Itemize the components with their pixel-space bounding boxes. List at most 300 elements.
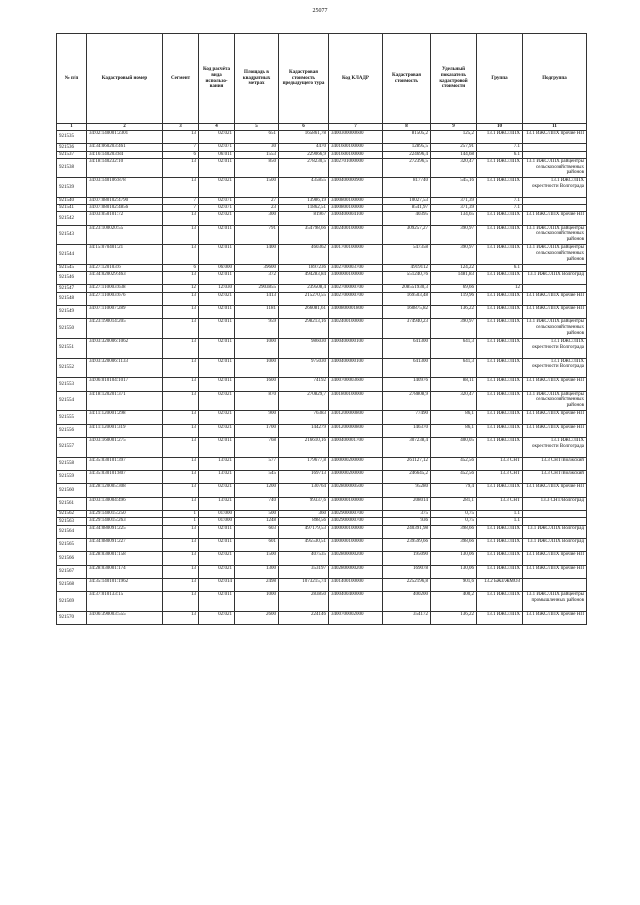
column-number: 10: [477, 124, 523, 131]
table-cell: 13:021: [199, 470, 235, 483]
table-cell: 13.1 ИЖС/ЛПХ окрестности Волгограда: [523, 178, 587, 198]
table-cell: 13.2 БЖЗ/ЖМОЗ: [477, 579, 523, 592]
table-cell: 34:34:080091:227: [87, 538, 163, 551]
table-cell: 13.1 ИЖС/ЛПХ Волгоград: [523, 525, 587, 538]
table-cell: 39600: [235, 264, 279, 271]
table-cell: 921569: [57, 592, 87, 612]
table-cell: 921560: [57, 484, 87, 497]
table-cell: 3402800000500: [329, 484, 383, 497]
table-cell: 86,1: [431, 424, 477, 437]
table-row: [57, 538, 587, 551]
column-number-row: [57, 124, 587, 131]
table-cell: 02:021: [199, 612, 235, 625]
table-cell: 1.1: [477, 518, 523, 525]
table-cell: 0,75: [431, 511, 477, 518]
table-cell: 400200: [383, 592, 431, 612]
table-cell: 02:021: [199, 411, 235, 424]
table-cell: 239599,66: [383, 538, 431, 551]
table-cell: 13: [163, 470, 199, 483]
table-cell: 7: [163, 205, 199, 212]
table-cell: 641,3: [431, 358, 477, 378]
table-cell: 3400300000600: [329, 131, 383, 144]
table-cell: 1500: [235, 552, 279, 565]
table-cell: 1: [163, 518, 199, 525]
table-cell: 921541: [57, 205, 87, 212]
table-cell: 6: [163, 151, 199, 158]
table-cell: 921552: [57, 358, 87, 378]
table-cell: 354172: [383, 612, 431, 625]
table-cell: 34:27:110003:638: [87, 285, 163, 292]
column-number: 8: [383, 124, 431, 131]
table-row: [57, 245, 587, 265]
table-cell: 390,97: [431, 319, 477, 339]
table-cell: 1248: [235, 518, 279, 525]
table-cell: 1181: [235, 306, 279, 319]
table-cell: 13: [163, 225, 199, 245]
table-cell: 10027,53: [383, 197, 431, 204]
column-header: Подгруппа: [523, 34, 587, 124]
table-row: [57, 518, 587, 525]
table-cell: 1200: [235, 484, 279, 497]
table-cell: 13986,19: [279, 197, 329, 204]
table-cell: 02:011: [199, 245, 235, 265]
table-cell: 372: [235, 272, 279, 285]
table-cell: 601: [235, 538, 279, 551]
table-cell: 4919112: [383, 264, 431, 271]
table-cell: 641,3: [431, 339, 477, 359]
table-cell: 125,2: [431, 131, 477, 144]
table-cell: [523, 264, 587, 271]
table-cell: 13.1 ИЖС/ЛПХ прочие НП: [523, 612, 587, 625]
table-cell: 13.1 ИЖС/ЛПХ: [477, 592, 523, 612]
table-cell: 74192: [279, 378, 329, 391]
table-cell: 13: [163, 131, 199, 144]
table-cell: 921564: [57, 525, 87, 538]
table-cell: 577: [235, 457, 279, 470]
table-row: [57, 391, 587, 411]
table-cell: 13.1 ИЖС/ЛПХ райцентры промышленных районов: [523, 592, 587, 612]
table-cell: 13.1 ИЖС/ЛПХ: [477, 565, 523, 578]
table-cell: 791: [235, 225, 279, 245]
table-cell: 13: [163, 306, 199, 319]
table-cell: 79,4: [431, 484, 477, 497]
table-cell: 13.1 ИЖС/ЛПХ прочие НП: [523, 411, 587, 424]
table-cell: 309257,27: [383, 225, 431, 245]
table-cell: 13.1 ИЖС/ЛПХ райцентры сельскохозяйственных районов: [523, 391, 587, 411]
table-cell: 13:021: [199, 497, 235, 510]
table-cell: 1000: [235, 358, 279, 378]
table-cell: 407535: [279, 552, 329, 565]
table-cell: 34:34:060203:461: [87, 144, 163, 151]
table-cell: 921536: [57, 144, 87, 151]
table-cell: 23: [235, 205, 279, 212]
table-cell: 8541,97: [383, 205, 431, 212]
table-cell: 34:02:140001:2301: [87, 131, 163, 144]
table-cell: 921549: [57, 306, 87, 319]
table-cell: [523, 205, 587, 212]
table-cell: 320,47: [431, 158, 477, 178]
table-cell: 13.1 ИЖС/ЛПХ прочие НП: [523, 212, 587, 225]
table-cell: 81967: [279, 212, 329, 225]
table-cell: [523, 579, 587, 592]
table-cell: 195090: [383, 552, 431, 565]
table-cell: 34:15:070401:21: [87, 245, 163, 265]
column-number: 2: [87, 124, 163, 131]
table-cell: 959: [235, 319, 279, 339]
table-cell: 975030: [279, 358, 329, 378]
table-cell: 6: [163, 264, 199, 271]
table-row: [57, 497, 587, 510]
column-header: Кадастровая стоимость: [383, 34, 431, 124]
table-cell: 88,11: [431, 378, 477, 391]
table-cell: 1700: [235, 424, 279, 437]
table-cell: 921558: [57, 457, 87, 470]
table-cell: 1.1: [477, 511, 523, 518]
table-cell: 3401600100000: [329, 144, 383, 151]
table-cell: 272396,5: [383, 158, 431, 178]
table-cell: 240391,98: [383, 525, 431, 538]
table-cell: 13.1 ИЖС/ЛПХ: [477, 378, 523, 391]
table-cell: 921563: [57, 518, 87, 525]
table-cell: 13: [163, 592, 199, 612]
table-cell: 13: [163, 378, 199, 391]
table-cell: 34:35:140101:1962: [87, 579, 163, 592]
table-cell: 13.1 ИЖС/ЛПХ: [477, 178, 523, 198]
table-cell: 34:29:140015:250: [87, 511, 163, 518]
column-number: 5: [235, 124, 279, 131]
table-row: [57, 178, 587, 198]
table-cell: 641300: [383, 358, 431, 378]
table-row: [57, 552, 587, 565]
table-cell: 169503,48: [383, 292, 431, 305]
table-cell: 02:021: [199, 391, 235, 411]
table-cell: 921565: [57, 538, 87, 551]
table-cell: 40395: [383, 212, 431, 225]
page-number: 25077: [312, 8, 328, 14]
column-header: Площадь в квадратных метрах: [235, 34, 279, 124]
table-row: [57, 457, 587, 470]
table-cell: 921545: [57, 264, 87, 271]
table-cell: 06:011: [199, 151, 235, 158]
table-cell: 1600: [235, 378, 279, 391]
table-cell: 3400700002000: [329, 612, 383, 625]
table-cell: 02:021: [199, 484, 235, 497]
table-cell: 13.1 ИЖС/ЛПХ: [477, 225, 523, 245]
table-cell: 34:03:050101:72: [87, 212, 163, 225]
table-cell: 1481,83: [431, 272, 477, 285]
table-cell: 3400000200000: [329, 470, 383, 483]
table-cell: 298213,16: [279, 319, 329, 339]
table-cell: 01:000: [199, 518, 235, 525]
table-cell: 02:011: [199, 319, 235, 339]
table-cell: 13.3 СНТ/Волжский: [523, 470, 587, 483]
table-cell: 77490: [383, 411, 431, 424]
table-cell: 1553: [235, 151, 279, 158]
cadastral-table-container: [56, 33, 586, 625]
table-cell: 13.1 ИЖС/ЛПХ окрестности Волгограда: [523, 438, 587, 458]
table-cell: 02:021: [199, 212, 235, 225]
table-cell: 495530,51: [279, 538, 329, 551]
table-cell: 921566: [57, 552, 87, 565]
table-row: [57, 339, 587, 359]
column-number: 1: [57, 124, 87, 131]
table-cell: 208551930,3: [383, 285, 431, 292]
table-cell: 921554: [57, 391, 87, 411]
table-cell: 02:011: [199, 378, 235, 391]
table-row: [57, 378, 587, 391]
table-cell: 02:011: [199, 225, 235, 245]
table-cell: [523, 151, 587, 158]
table-cell: 13: [163, 552, 199, 565]
column-number: 3: [163, 124, 199, 131]
table-cell: 224696,4: [383, 151, 431, 158]
table-cell: 13.1 ИЖС/ЛПХ окрестности Волгограда: [523, 339, 587, 359]
table-cell: 921567: [57, 565, 87, 578]
table-row: [57, 424, 587, 437]
table-cell: 3402900000700: [329, 511, 383, 518]
table-cell: 278230,5: [279, 158, 329, 178]
table-cell: 02:071: [199, 197, 235, 204]
table-cell: 119,96: [431, 292, 477, 305]
table-cell: 13.1 ИЖС/ЛПХ: [477, 319, 523, 339]
table-cell: 901,6: [431, 579, 477, 592]
table-cell: 921562: [57, 511, 87, 518]
table-cell: 13.1 ИЖС/ЛПХ: [477, 391, 523, 411]
table-header-row: [57, 34, 587, 124]
table-cell: 921543: [57, 225, 87, 245]
table-cell: 02:011: [199, 538, 235, 551]
table-cell: 390,97: [431, 225, 477, 245]
table-cell: 34:27:120103:6: [87, 264, 163, 271]
table-row: [57, 272, 587, 285]
table-cell: 34:37:010133:15: [87, 592, 163, 612]
table-row: [57, 285, 587, 292]
table-cell: 13: [163, 424, 199, 437]
table-cell: 215270,55: [279, 292, 329, 305]
table-cell: 6.1: [477, 264, 523, 271]
table-cell: 34:06:390003:555: [87, 612, 163, 625]
table-cell: 02:011: [199, 592, 235, 612]
table-cell: 921550: [57, 319, 87, 339]
table-cell: 0,75: [431, 518, 477, 525]
table-cell: 02:021: [199, 292, 235, 305]
table-row: [57, 212, 587, 225]
table-cell: 3402700003700: [329, 264, 383, 271]
table-cell: 2600: [235, 612, 279, 625]
table-cell: 3402800000200: [329, 552, 383, 565]
table-cell: 2903855: [235, 285, 279, 292]
table-row: [57, 319, 587, 339]
table-cell: 13.1 ИЖС/ЛПХ райцентры сельскохозяйственных районов: [523, 245, 587, 265]
table-cell: 34:07:080102:4856: [87, 205, 163, 212]
table-cell: 270829,7: [279, 391, 329, 411]
table-cell: 3402700000700: [329, 292, 383, 305]
table-row: [57, 592, 587, 612]
table-cell: 13.1 ИЖС/ЛПХ: [477, 484, 523, 497]
table-row: [57, 144, 587, 151]
table-cell: 13: [163, 438, 199, 458]
table-cell: 261127,12: [383, 457, 431, 470]
table-cell: 4470: [279, 144, 329, 151]
table-cell: 208014: [383, 497, 431, 510]
table-cell: 13.3 СНТ: [477, 470, 523, 483]
column-number: 9: [431, 124, 477, 131]
table-row: [57, 306, 587, 319]
table-cell: 547358: [383, 245, 431, 265]
table-cell: 921570: [57, 612, 87, 625]
table-cell: 229066,9: [279, 151, 329, 158]
table-cell: 34:23:190014:205: [87, 319, 163, 339]
table-cell: 921540: [57, 197, 87, 204]
table-cell: 435855: [279, 178, 329, 198]
table-cell: 13: [163, 272, 199, 285]
table-cell: 3400000100000: [329, 497, 383, 510]
table-cell: 130,06: [431, 552, 477, 565]
table-cell: 13.1 ИЖС/ЛПХ прочие НП: [523, 565, 587, 578]
table-cell: 69,66: [431, 285, 477, 292]
table-cell: 13: [163, 358, 199, 378]
table-cell: 13.1 ИЖС/ЛПХ: [477, 424, 523, 437]
table-cell: 34:29:140015:263: [87, 518, 163, 525]
table-cell: 13.1 ИЖС/ЛПХ Волгоград: [523, 272, 587, 285]
table-cell: 13.1 ИЖС/ЛПХ прочие НП: [523, 424, 587, 437]
table-cell: 224146: [279, 612, 329, 625]
table-cell: 3400400000100: [329, 339, 383, 359]
table-cell: 354798,66: [279, 225, 329, 245]
table-cell: 34:18:120201:371: [87, 391, 163, 411]
table-cell: 13: [163, 538, 199, 551]
table-cell: 13.3 СНТ: [477, 457, 523, 470]
table-cell: 34:34:020029:463: [87, 272, 163, 285]
table-cell: 34:07:110007:289: [87, 306, 163, 319]
table-cell: 497179,53: [279, 525, 329, 538]
table-cell: 136,22: [431, 306, 477, 319]
table-cell: [523, 511, 587, 518]
table-cell: 13.1 ИЖС/ЛПХ окрестности Волгограда: [523, 358, 587, 378]
table-cell: 3400000200000: [329, 457, 383, 470]
table-cell: 130,06: [431, 565, 477, 578]
table-cell: 02:021: [199, 565, 235, 578]
table-cell: 452,56: [431, 457, 477, 470]
table-cell: 603: [235, 525, 279, 538]
table-row: [57, 151, 587, 158]
table-row: [57, 612, 587, 625]
column-header: Код расчёта вида использо-вания: [199, 34, 235, 124]
table-cell: 3400000100000: [329, 538, 383, 551]
table-cell: 371,39: [431, 205, 477, 212]
table-cell: 13.1 ИЖС/ЛПХ: [477, 612, 523, 625]
table-cell: 34:28:030001:174: [87, 565, 163, 578]
table-cell: 3400800100000: [329, 205, 383, 212]
table-cell: 13: [163, 158, 199, 178]
table-cell: 130764: [279, 484, 329, 497]
column-header: Кадастровый номер: [87, 34, 163, 124]
table-cell: 13.1 ИЖС/ЛПХ: [477, 358, 523, 378]
table-row: [57, 565, 587, 578]
table-cell: 13.1 ИЖС/ЛПХ: [477, 339, 523, 359]
table-cell: 400,05: [431, 438, 477, 458]
table-cell: 13.1 ИЖС/ЛПХ прочие НП: [523, 306, 587, 319]
table-cell: 27: [235, 197, 279, 204]
table-cell: 921544: [57, 245, 87, 265]
table-cell: 13.1 ИЖС/ЛПХ прочие НП: [523, 378, 587, 391]
table-cell: 02:021: [199, 552, 235, 565]
table-row: [57, 264, 587, 271]
table-cell: 3400000100000: [329, 272, 383, 285]
table-cell: 817740: [383, 178, 431, 198]
table-cell: 13.1 ИЖС/ЛПХ райцентры сельскохозяйственных районов: [523, 319, 587, 339]
table-cell: 13: [163, 411, 199, 424]
table-cell: 13.1 ИЖС/ЛПХ райцентры сельскохозяйственных районов: [523, 158, 587, 178]
table-cell: 12: [477, 285, 523, 292]
table-cell: 13: [163, 245, 199, 265]
table-cell: 02:011: [199, 339, 235, 359]
table-cell: 921553: [57, 378, 87, 391]
table-cell: 850: [235, 158, 279, 178]
table-cell: 870: [235, 391, 279, 411]
table-cell: 144279: [279, 424, 329, 437]
table-cell: 30: [235, 144, 279, 151]
table-cell: 257,91: [431, 144, 477, 151]
table-cell: 398,66: [431, 525, 477, 538]
table-cell: 3400400000900: [329, 178, 383, 198]
table-cell: 921542: [57, 212, 87, 225]
table-cell: 3401200000800: [329, 424, 383, 437]
table-cell: 02:011: [199, 158, 235, 178]
table-cell: 02:014: [199, 579, 235, 592]
table-cell: 13.1 ИЖС/ЛПХ: [477, 525, 523, 538]
table-cell: 13.1 ИЖС/ЛПХ: [477, 411, 523, 424]
table-cell: 13: [163, 292, 199, 305]
table-cell: 76383: [279, 411, 329, 424]
table-cell: 124,22: [431, 264, 477, 271]
table-cell: 740: [235, 497, 279, 510]
column-number: 11: [523, 124, 587, 131]
table-cell: 545: [235, 470, 279, 483]
table-cell: 3400400001700: [329, 438, 383, 458]
table-cell: 374940,23: [383, 319, 431, 339]
table-cell: 7.1: [477, 197, 523, 204]
table-cell: 13.1 ИЖС/ЛПХ прочие НП: [523, 292, 587, 305]
table-cell: 3400400400000: [329, 592, 383, 612]
table-cell: 216610,16: [279, 438, 329, 458]
table-cell: 02:021: [199, 178, 235, 198]
table-cell: 13:021: [199, 457, 235, 470]
table-cell: 460362: [279, 245, 329, 265]
table-cell: 921535: [57, 131, 87, 144]
table-cell: 7.1: [477, 205, 523, 212]
table-cell: 12895,5: [383, 144, 431, 151]
table-cell: 02:071: [199, 144, 235, 151]
column-header: Удельный показатель кадастровой стоимости: [431, 34, 477, 124]
table-cell: [523, 518, 587, 525]
column-header: Код КЛАДР: [329, 34, 383, 124]
table-cell: 81505,2: [383, 131, 431, 144]
table-cell: 160875,82: [383, 306, 431, 319]
table-cell: 2252196,8: [383, 579, 431, 592]
table-cell: 1413: [235, 292, 279, 305]
table-row: [57, 484, 587, 497]
table-cell: 146370: [383, 424, 431, 437]
table-cell: 390,97: [431, 245, 477, 265]
table-cell: 1000: [235, 592, 279, 612]
table-cell: 551240,76: [383, 272, 431, 285]
table-cell: 641300: [383, 339, 431, 359]
table-cell: 6.1: [477, 151, 523, 158]
table-cell: 1000: [235, 339, 279, 359]
column-number: 7: [329, 124, 383, 131]
table-cell: 375: [383, 511, 431, 518]
